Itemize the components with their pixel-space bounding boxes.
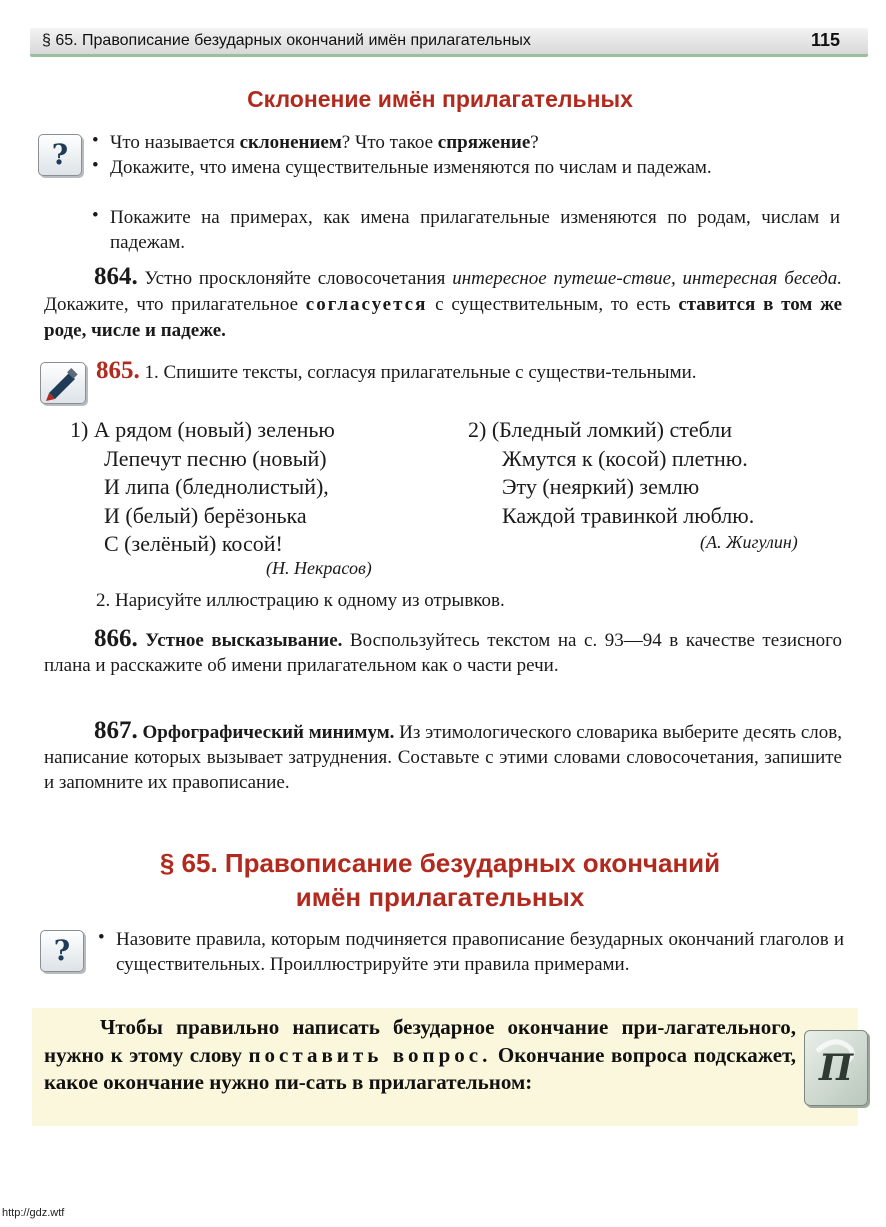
poem-author: (Н. Некрасов) — [266, 558, 372, 578]
bullet-icon: • — [92, 155, 99, 176]
question-item: Что называется склонением? Что такое спряжение? — [110, 132, 539, 153]
exercise-867: 867. Орфографический минимум. Из этимологического словарика выберите десять слов, написание которых вызывает затруднения. Составьте с этими словами словосочетания, запишите и запомните их правописание. — [44, 717, 842, 793]
poem-author: (А. Жигулин) — [700, 532, 798, 552]
rule-text: Чтобы правильно написать безударное окончание при-лагательного, нужно к этому слову поставить вопрос. Окончание вопроса подскажет, какое окончание нужно пи-сать в прилагательном: — [44, 1015, 796, 1094]
exercise-number: 866. — [94, 625, 138, 652]
exercise-866: 866. Устное высказывание. Воспользуйтесь текстом на с. 93—94 в качестве тезисного плана и расскажите об имени прилагательном как о части речи. — [44, 625, 842, 676]
bullet-icon: • — [92, 205, 99, 226]
bullet-icon: • — [98, 927, 105, 948]
exercise-864: 864. Устно просклоняйте словосочетания интересное путеше-ствие, интересная беседа. Докажите, что прилагательное согласуется с существительным, то есть ставится в том же роде, числе и падеже. — [44, 263, 843, 341]
source-link[interactable]: http://gdz.wtf — [2, 1207, 65, 1219]
poem-line: И (белый) берёзонька — [104, 502, 307, 528]
exercise-865-task-1: 865. 1. Спишите тексты, согласуя прилагательные с существи-тельными. — [96, 357, 697, 384]
exercise-865-task-2: 2. Нарисуйте иллюстрацию к одному из отрывков. — [96, 590, 505, 611]
pencil-icon — [40, 362, 86, 404]
question-item: Докажите, что имена существительные изменяются по числам и падежам. — [110, 157, 712, 178]
exercise-number: 865. — [96, 357, 140, 384]
poem-line: Лепечут песню (новый) — [104, 445, 327, 471]
poem-line: 2) (Бледный ломкий) стебли — [468, 417, 733, 442]
poem-line: Жмутся к (косой) плетню. — [502, 445, 748, 471]
page-number: 115 — [810, 30, 840, 50]
exercise-number: 867. — [94, 717, 138, 744]
question-item: Назовите правила, которым подчиняется правописание безударных окончаний глаголов и существительных. Проиллюстрируйте эти правила примерами. — [116, 929, 844, 975]
rule-icon: П — [804, 1030, 868, 1106]
poem-line: С (зелёный) косой! — [104, 531, 283, 556]
question-mark-icon: ? — [38, 134, 82, 176]
poem-zhigulin — [468, 416, 848, 530]
bullet-icon: • — [92, 130, 99, 151]
poem-line: И липа (бледнолистый), — [104, 474, 329, 499]
exercise-number: 864. — [94, 263, 138, 290]
poem-line: Эту (неяркий) землю — [502, 474, 700, 499]
header-title: § 65. Правописание безударных окончаний имён прилагательных — [42, 32, 531, 49]
question-mark-icon: ? — [40, 930, 84, 972]
poem-line: Каждой травинкой люблю. — [502, 502, 755, 528]
question-item: Покажите на примерах, как имена прилагательные изменяются по родам, числам и падежам. — [110, 207, 840, 253]
poem-line: 1) А рядом (новый) зеленью — [70, 417, 335, 442]
paragraph-title: § 65. Правописание безударных окончаний имён прилагательных — [159, 848, 721, 912]
running-header — [30, 28, 868, 57]
poem-nekrasov — [70, 416, 430, 559]
section-title: Склонение имён прилагательных — [247, 86, 633, 112]
